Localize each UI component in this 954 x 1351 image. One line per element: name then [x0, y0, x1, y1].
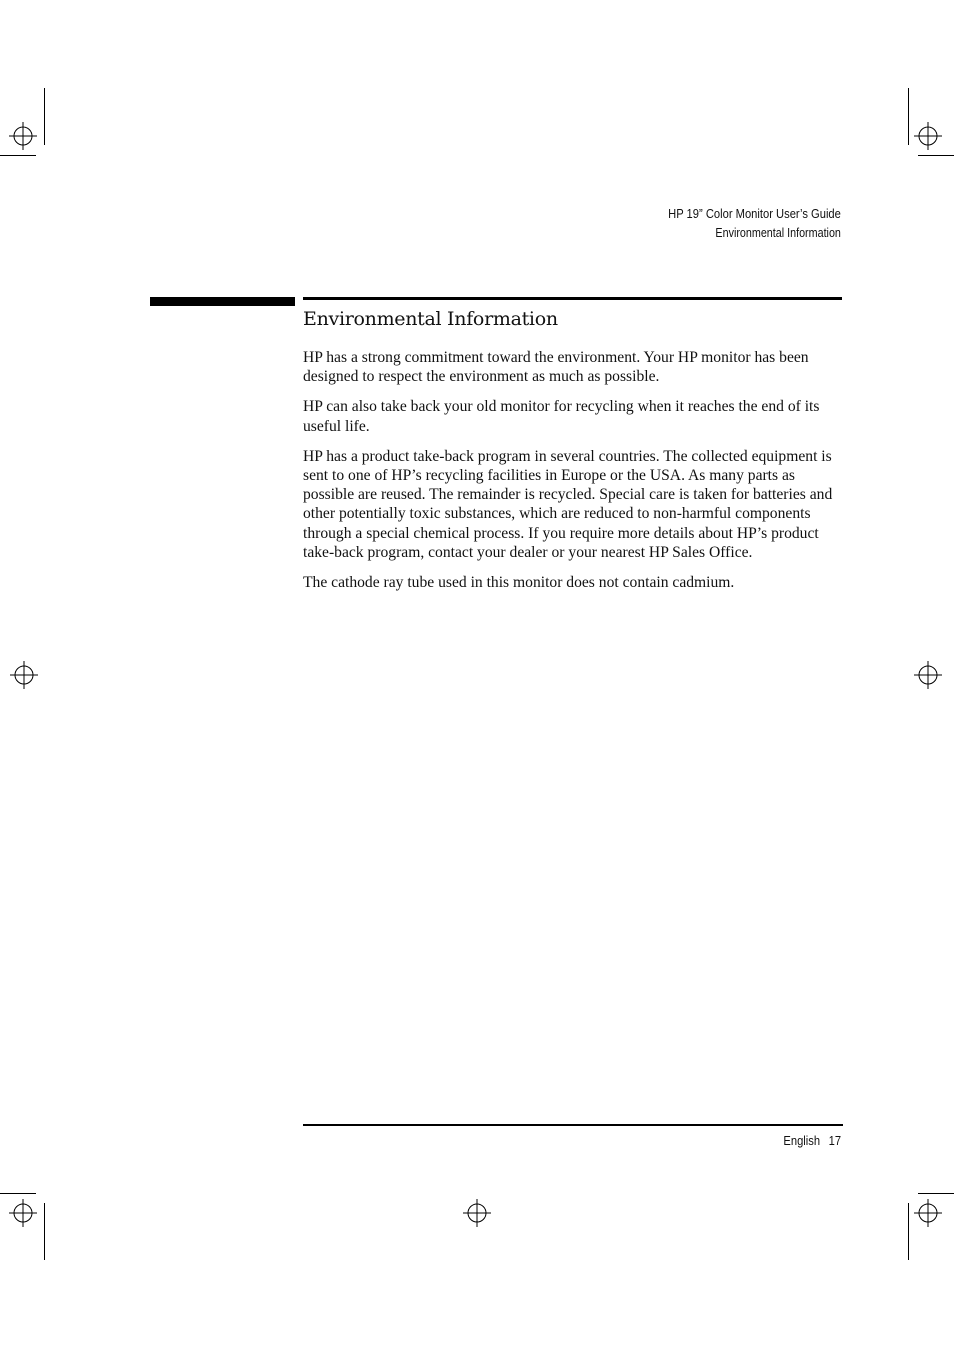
crop-mark — [44, 1203, 45, 1260]
page-number: 17 — [828, 1133, 841, 1148]
registration-mark-icon — [914, 122, 942, 150]
page-title: Environmental Information — [303, 308, 558, 330]
bottom-rule — [303, 1124, 843, 1126]
crop-mark — [0, 155, 36, 156]
paragraph: HP has a strong commitment toward the environment. Your HP monitor has been designed to respect the environment as much as possible. — [303, 349, 809, 386]
registration-mark-icon — [463, 1199, 491, 1227]
crop-mark — [0, 1193, 36, 1194]
registration-mark-icon — [9, 122, 37, 150]
crop-mark — [908, 88, 909, 145]
running-header-title: HP 19” Color Monitor User’s Guide — [668, 206, 841, 221]
running-header-section: Environmental Information — [715, 226, 841, 240]
paragraph: The cathode ray tube used in this monitor does not contain cadmium. — [303, 574, 735, 592]
registration-mark-icon — [914, 1199, 942, 1227]
top-rule — [303, 297, 842, 300]
crop-mark — [918, 1193, 954, 1194]
crop-mark — [918, 155, 954, 156]
page-footer — [783, 1133, 841, 1148]
registration-mark-icon — [914, 661, 942, 689]
crop-mark — [908, 1203, 909, 1260]
footer-language: English — [783, 1133, 820, 1148]
paragraph: HP can also take back your old monitor for recycling when it reaches the end of its useful life. — [303, 398, 820, 435]
paragraph: HP has a product take-back program in several countries. The collected equipment is sent to one of HP’s recycling facilities in Europe or the USA. As many parts as possible are reused. The remainder is recycled. Special care is taken for batteries and other potentially toxic substances, which are reduced to non-harmful components through a special chemical process. If you require more details about HP’s product take-back program, contact your dealer or your nearest HP Sales Office. — [303, 447, 833, 561]
crop-mark — [44, 88, 45, 145]
section-bar — [150, 297, 295, 306]
registration-mark-icon — [10, 661, 38, 689]
body-text — [303, 348, 848, 603]
registration-mark-icon — [9, 1199, 37, 1227]
